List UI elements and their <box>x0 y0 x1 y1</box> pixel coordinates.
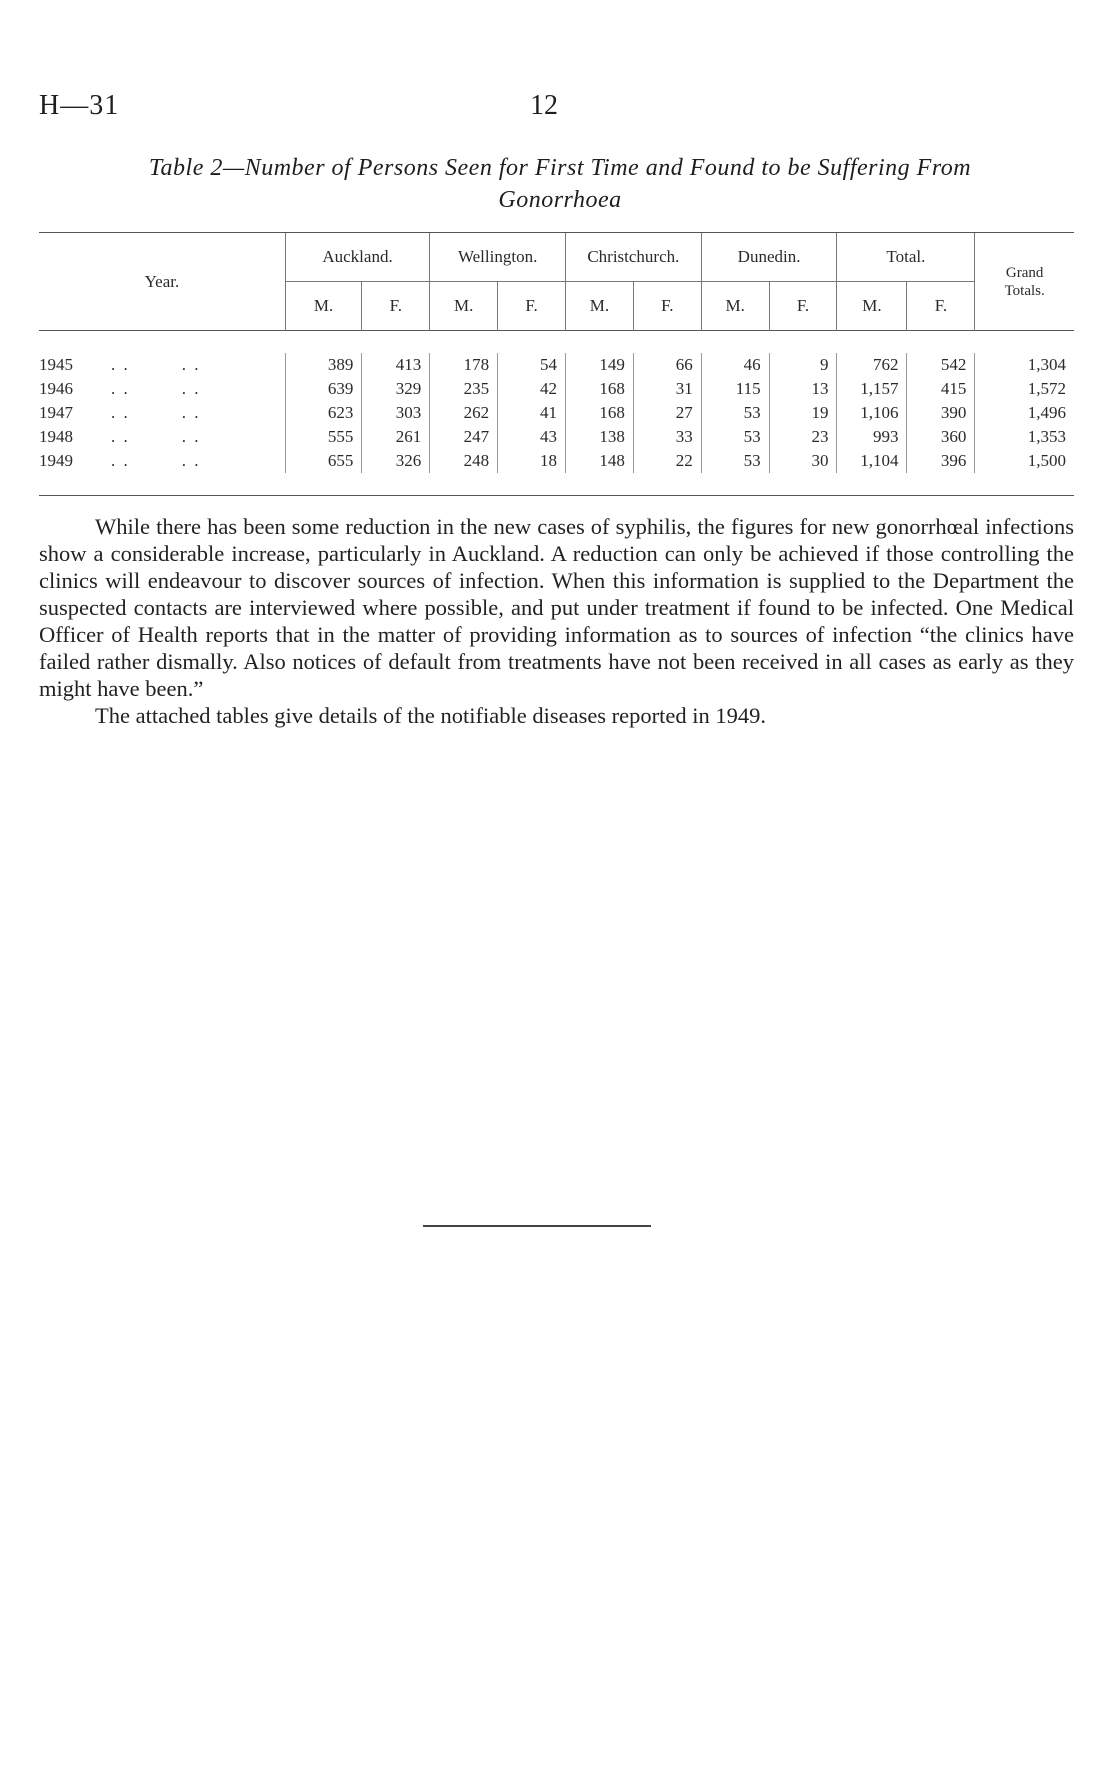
dunedin-f: 23 <box>769 425 837 449</box>
sub-header-f: F. <box>907 282 975 331</box>
header-wellington: Wellington. <box>430 233 566 282</box>
grand-total: 1,572 <box>975 377 1074 401</box>
total-m: 1,104 <box>837 449 907 473</box>
page-number: 12 <box>530 90 558 121</box>
christchurch-f: 31 <box>633 377 701 401</box>
table-title <box>60 152 1060 216</box>
table-row <box>39 401 1074 425</box>
total-m: 993 <box>837 425 907 449</box>
header-total: Total. <box>837 233 975 282</box>
auckland-f: 303 <box>362 401 430 425</box>
table-title-line-1: Table 2—Number of Persons Seen for First Time and Found to be Suffering From <box>148 155 972 181</box>
table-row <box>39 353 1074 377</box>
christchurch-m: 149 <box>566 353 634 377</box>
sub-header-m: M. <box>430 282 498 331</box>
wellington-m: 247 <box>430 425 498 449</box>
dunedin-m: 46 <box>701 353 769 377</box>
report-code: H—31 <box>39 90 120 121</box>
sub-header-m: M. <box>566 282 634 331</box>
total-f: 542 <box>907 353 975 377</box>
dunedin-f: 19 <box>769 401 837 425</box>
header-auckland: Auckland. <box>285 233 429 282</box>
sub-header-f: F. <box>769 282 837 331</box>
christchurch-f: 66 <box>633 353 701 377</box>
christchurch-f: 27 <box>633 401 701 425</box>
christchurch-m: 148 <box>566 449 634 473</box>
total-f: 390 <box>907 401 975 425</box>
christchurch-f: 33 <box>633 425 701 449</box>
wellington-f: 42 <box>498 377 566 401</box>
header-christchurch: Christchurch. <box>566 233 702 282</box>
grand-header-line-2: Totals. <box>1004 282 1045 299</box>
sub-header-m: M. <box>701 282 769 331</box>
dunedin-m: 53 <box>701 401 769 425</box>
dunedin-f: 13 <box>769 377 837 401</box>
dunedin-m: 53 <box>701 449 769 473</box>
wellington-f: 41 <box>498 401 566 425</box>
total-m: 1,106 <box>837 401 907 425</box>
christchurch-f: 22 <box>633 449 701 473</box>
total-f: 360 <box>907 425 975 449</box>
auckland-f: 261 <box>362 425 430 449</box>
wellington-m: 262 <box>430 401 498 425</box>
christchurch-m: 168 <box>566 401 634 425</box>
year-cell: 1945 . . . . <box>39 355 201 374</box>
dunedin-m: 53 <box>701 425 769 449</box>
paragraph-syphilis-gonorrhoea: While there has been some reduction in the new cases of syphilis, the figures for new gonorrhœal infections show a considerable increase, particularly in Auckland. A reduction can only be achieved if those controlling the clinics will endeavour to discover sources of infection. When this information is supplied to the Department the suspected contacts are interviewed where possible, and put under treatment if found to be infected. One Medical Officer of Health reports that in the matter of providing information as to sources of infection “the clinics have failed rather dismally. Also notices of default from treatments have not been received in all cases as early as they might have been.” <box>39 514 1074 701</box>
auckland-f: 413 <box>362 353 430 377</box>
table-row <box>39 425 1074 449</box>
christchurch-m: 138 <box>566 425 634 449</box>
year-cell: 1948 . . . . <box>39 427 201 446</box>
auckland-m: 389 <box>285 353 362 377</box>
wellington-m: 248 <box>430 449 498 473</box>
sub-header-m: M. <box>285 282 362 331</box>
table-row <box>39 449 1074 473</box>
auckland-m: 655 <box>285 449 362 473</box>
dunedin-f: 30 <box>769 449 837 473</box>
grand-total: 1,496 <box>975 401 1074 425</box>
wellington-f: 54 <box>498 353 566 377</box>
auckland-f: 329 <box>362 377 430 401</box>
auckland-f: 326 <box>362 449 430 473</box>
wellington-f: 43 <box>498 425 566 449</box>
header-grand-totals <box>975 233 1074 331</box>
year-cell: 1949 . . . . <box>39 451 201 470</box>
gonorrhoea-table <box>39 232 1074 496</box>
wellington-m: 235 <box>430 377 498 401</box>
table-title-line-2: Gonorrhoea <box>498 187 622 213</box>
dunedin-m: 115 <box>701 377 769 401</box>
grand-total: 1,304 <box>975 353 1074 377</box>
sub-header-f: F. <box>633 282 701 331</box>
paragraph-attached-tables: The attached tables give details of the notifiable diseases reported in 1949. <box>95 703 767 728</box>
grand-total: 1,353 <box>975 425 1074 449</box>
total-m: 1,157 <box>837 377 907 401</box>
total-f: 396 <box>907 449 975 473</box>
wellington-m: 178 <box>430 353 498 377</box>
year-header: Year. <box>144 271 180 291</box>
dunedin-f: 9 <box>769 353 837 377</box>
table-row <box>39 377 1074 401</box>
wellington-f: 18 <box>498 449 566 473</box>
total-m: 762 <box>837 353 907 377</box>
year-cell: 1947 . . . . <box>39 403 201 422</box>
header-dunedin: Dunedin. <box>701 233 837 282</box>
sub-header-f: F. <box>498 282 566 331</box>
sub-header-m: M. <box>837 282 907 331</box>
auckland-m: 555 <box>285 425 362 449</box>
end-rule <box>423 1225 651 1227</box>
total-f: 415 <box>907 377 975 401</box>
year-cell: 1946 . . . . <box>39 379 201 398</box>
auckland-m: 623 <box>285 401 362 425</box>
body-text <box>39 513 1074 729</box>
grand-header-line-1: Grand <box>1005 264 1044 281</box>
christchurch-m: 168 <box>566 377 634 401</box>
sub-header-f: F. <box>362 282 430 331</box>
auckland-m: 639 <box>285 377 362 401</box>
grand-total: 1,500 <box>975 449 1074 473</box>
